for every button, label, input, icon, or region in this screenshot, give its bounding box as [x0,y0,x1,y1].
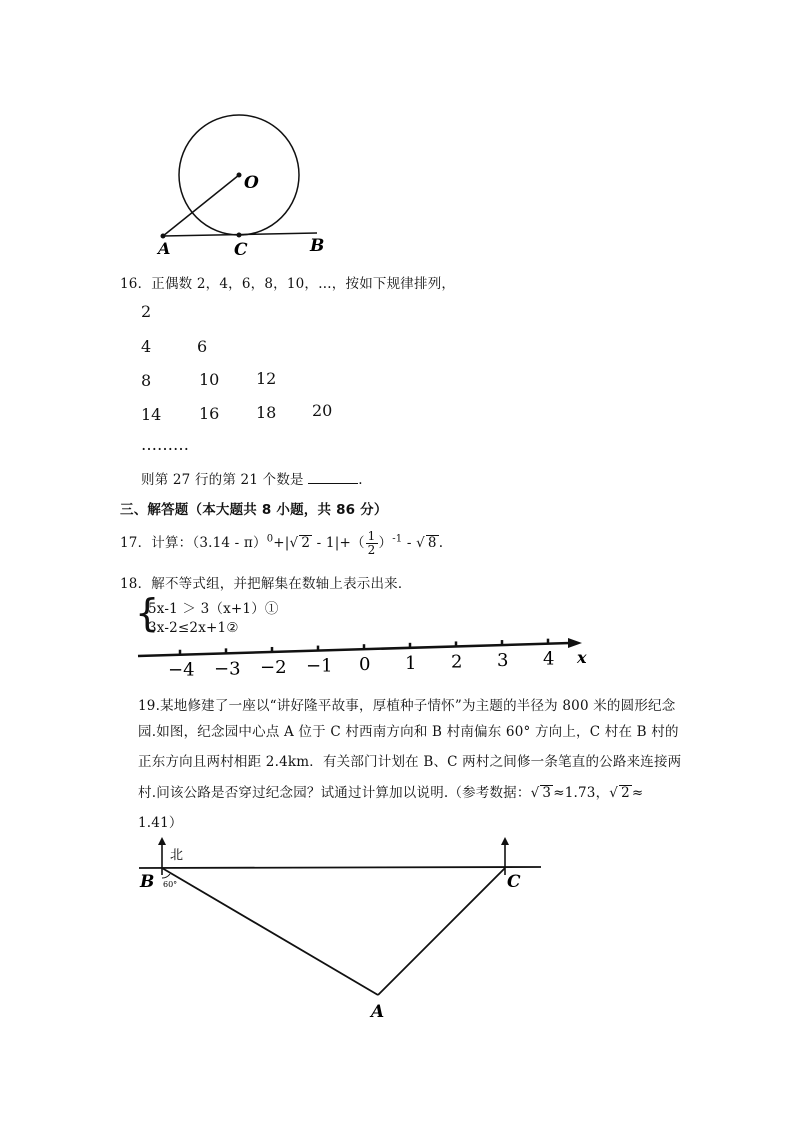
q16-question [141,468,363,488]
q19-line-4 [138,781,643,801]
q16-number: 14 [141,405,162,424]
axis-tick-label: 3 [497,650,509,672]
q17-exponent-zero: 0 [266,533,274,545]
q17-minus: - [402,535,417,551]
label-c: C [234,240,248,260]
axis-label-x: x [577,648,587,667]
inequality-1: 5x-1 ＞ 3（x+1）① [148,601,279,617]
q17-fraction [366,530,378,557]
label-b: B [140,872,155,892]
label-o: O [244,173,259,193]
axis-arrow [568,638,582,648]
sqrt-symbol: √ [609,785,619,801]
q16-ellipsis: ……… [141,435,189,454]
q17-sqrt2: 2 [301,535,311,551]
q16-stem: 16．正偶数 2，4，6，8，10，…，按如下规律排列， [120,276,456,292]
segment-ca [378,868,505,995]
axis-tick-label: −1 [306,655,333,677]
axis-tick-label: 4 [543,648,555,670]
angle-arc [162,874,170,878]
q19-line-3: 正东方向且两村相距 2.4km．有关部门计划在 B、C 两村之间修一条笔直的公路来连接两 [138,754,682,770]
point-a [161,234,166,239]
q16-number: 16 [199,404,220,423]
north-label: 北 [170,848,184,863]
point-c [237,233,242,238]
q16-number: 4 [141,337,152,356]
system-brace: { [135,591,160,635]
q17-frac-den: 2 [367,543,376,557]
axis-tick-label: −4 [168,659,195,681]
q19-line-4-text: 村.问该公路是否穿过纪念园？试通过计算加以说明.（参考数据： [138,785,531,801]
q16-number: 10 [199,370,220,389]
section-heading: 三、解答题（本大题共 8 小题，共 86 分） [120,502,388,518]
q19-line-2: 园.如图，纪念园中心点 A 位于 C 村西南方向和 B 村南偏东 60° 方向上，C 村在 B 村的 [138,724,679,740]
q17-abs-close: - 1|+（ [312,535,365,551]
axis-tick-label: −2 [260,656,287,678]
axis-tick-label: 0 [359,654,371,676]
label-a: A [371,1002,385,1022]
q19-sqrt2: 2 [621,785,630,801]
q17-close: ） [378,535,393,551]
q17-exponent-neg1: -1 [392,533,403,545]
east-line-bc [139,867,541,868]
q17-expression [120,530,443,557]
label-b: B [310,236,325,256]
q16-number: 12 [256,369,277,388]
triangle-figure [135,835,555,1025]
q19-sqrt3: 3 [542,785,552,801]
q16-number: 6 [197,337,208,356]
axis-tick-label: 2 [451,651,463,673]
q16-number: 8 [141,371,152,390]
angle-label: 60° [163,880,178,889]
q17-prefix: 17．计算：（3.14 - π） [120,535,267,551]
q17-abs-open: +| [273,535,290,551]
answer-blank [308,469,358,484]
q16-number: 18 [256,403,277,422]
q16-ask-end: . [358,472,363,488]
north-arrowhead-b [158,837,166,845]
q16-ask-text: 则第 27 行的第 21 个数是 [141,472,304,488]
segment-ao [163,175,239,236]
q17-sqrt8: 8 [427,535,437,551]
q19-line-5: 1.41） [138,815,183,831]
q18-stem: 18．解不等式组，并把解集在数轴上表示出来． [120,576,412,592]
circle-tangent-figure [130,100,360,260]
q16-number: 2 [141,302,152,321]
axis-tick-label: −3 [214,658,241,680]
q16-number: 20 [312,401,333,420]
point-o [237,173,242,178]
segment-ba [162,868,378,995]
q19-approx-1: ≈1.73， [553,785,610,801]
inequality-2: 3x-2≤2x+1② [148,620,239,636]
sqrt-symbol: √ [289,535,299,551]
q19-approx-2: ≈ [631,785,644,801]
q19-line-1: 19.某地修建了一座以“讲好隆平故事，厚植种子情怀”为主题的半径为 800 米的圆形纪念 [138,698,676,714]
north-arrowhead-c [501,837,509,845]
sqrt-symbol: √ [416,535,425,551]
label-a: A [158,239,171,258]
label-c: C [507,872,521,892]
q17-frac-num: 1 [367,529,376,543]
axis-tick-label: 1 [405,652,417,674]
sqrt-symbol: √ [530,785,540,801]
number-line [130,636,600,682]
q17-end: . [438,535,444,551]
